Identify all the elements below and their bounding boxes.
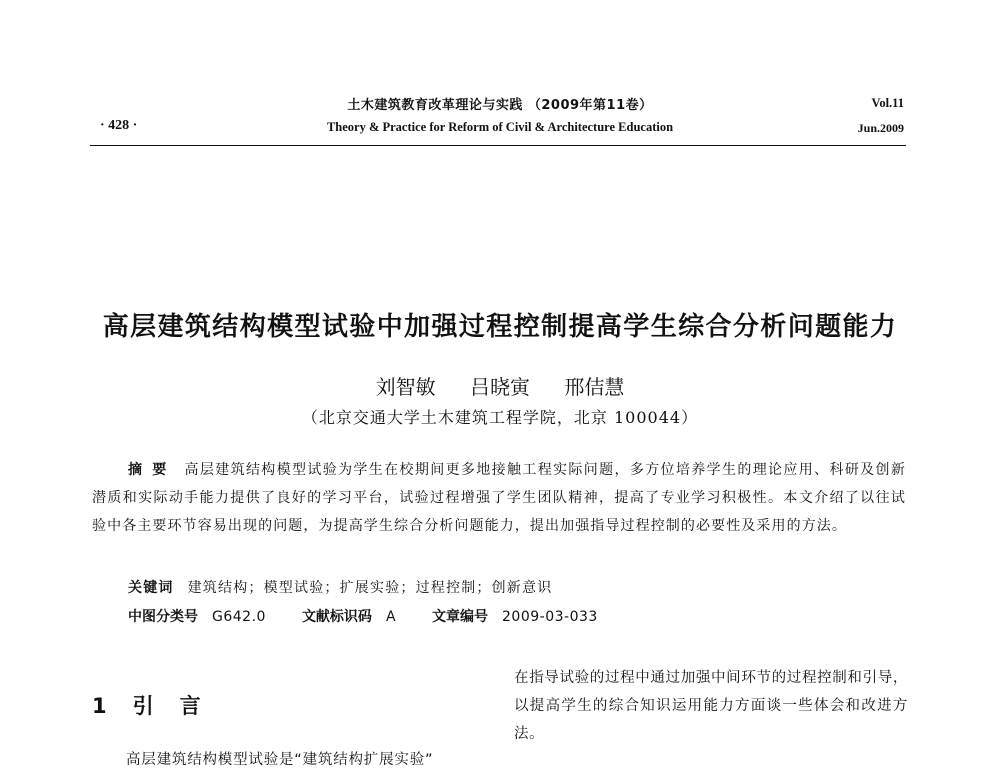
section-heading (92, 690, 227, 720)
journal-title-chinese: 土木建筑教育改革理论与实践 （2009年第11卷） (347, 98, 653, 113)
page-number: · 428 · (100, 118, 138, 133)
article-number-label: 文章编号 (432, 609, 489, 625)
section-title: 引言 (132, 694, 227, 718)
author-name: 邢佶慧 (564, 375, 625, 399)
author-list (0, 371, 1000, 400)
clc-value: G642.0 (212, 609, 266, 625)
article-number-value: 2009-03-033 (502, 609, 598, 625)
author-name: 刘智敏 (375, 375, 436, 399)
article-title: 高层建筑结构模型试验中加强过程控制提高学生综合分析问题能力 (102, 312, 898, 342)
author-name: 吕晓寅 (470, 375, 530, 399)
doc-code-value: A (385, 609, 397, 625)
clc-label: 中图分类号 (128, 609, 198, 625)
body-text-line: 高层建筑结构模型试验是“建筑结构扩展实验” (126, 752, 434, 768)
keywords-text: 建筑结构；模型试验；扩展实验；过程控制；创新意识 (187, 580, 553, 596)
section-number: 1 (92, 694, 107, 718)
keywords-label: 关键词 (128, 580, 174, 596)
keywords (128, 577, 552, 597)
doc-code-label: 文献标识码 (301, 609, 372, 625)
abstract (92, 456, 906, 540)
author-affiliation: （北京交通大学土木建筑工程学院，北京 100044） (301, 408, 699, 427)
abstract-label: 摘要 (128, 462, 177, 478)
header-rule (90, 145, 906, 146)
right-column-paragraph: 在指导试验的过程中通过加强中间环节的过程控制和引导，以提高学生的综合知识运用能力方面谈一些体会和改进方法。 (514, 670, 908, 742)
journal-title-english: Theory & Practice for Reform of Civil & Architecture Education (326, 120, 674, 134)
issue-date: Jun.2009 (857, 121, 904, 135)
classification-line (128, 606, 634, 626)
abstract-text: 高层建筑结构模型试验为学生在校期间更多地接触工程实际问题，多方位培养学生的理论应用、科研及创新潜质和实际动手能力提供了良好的学习平台，试验过程增强了学生团队精神，提高了专业学习积极性。本文介绍了以往试验中各主要环节容易出现的问题，为提高学生综合分析问题能力，提出加强指导过程控制的必要性及采用的方法。 (92, 462, 906, 534)
volume-label: Vol.11 (871, 96, 904, 110)
